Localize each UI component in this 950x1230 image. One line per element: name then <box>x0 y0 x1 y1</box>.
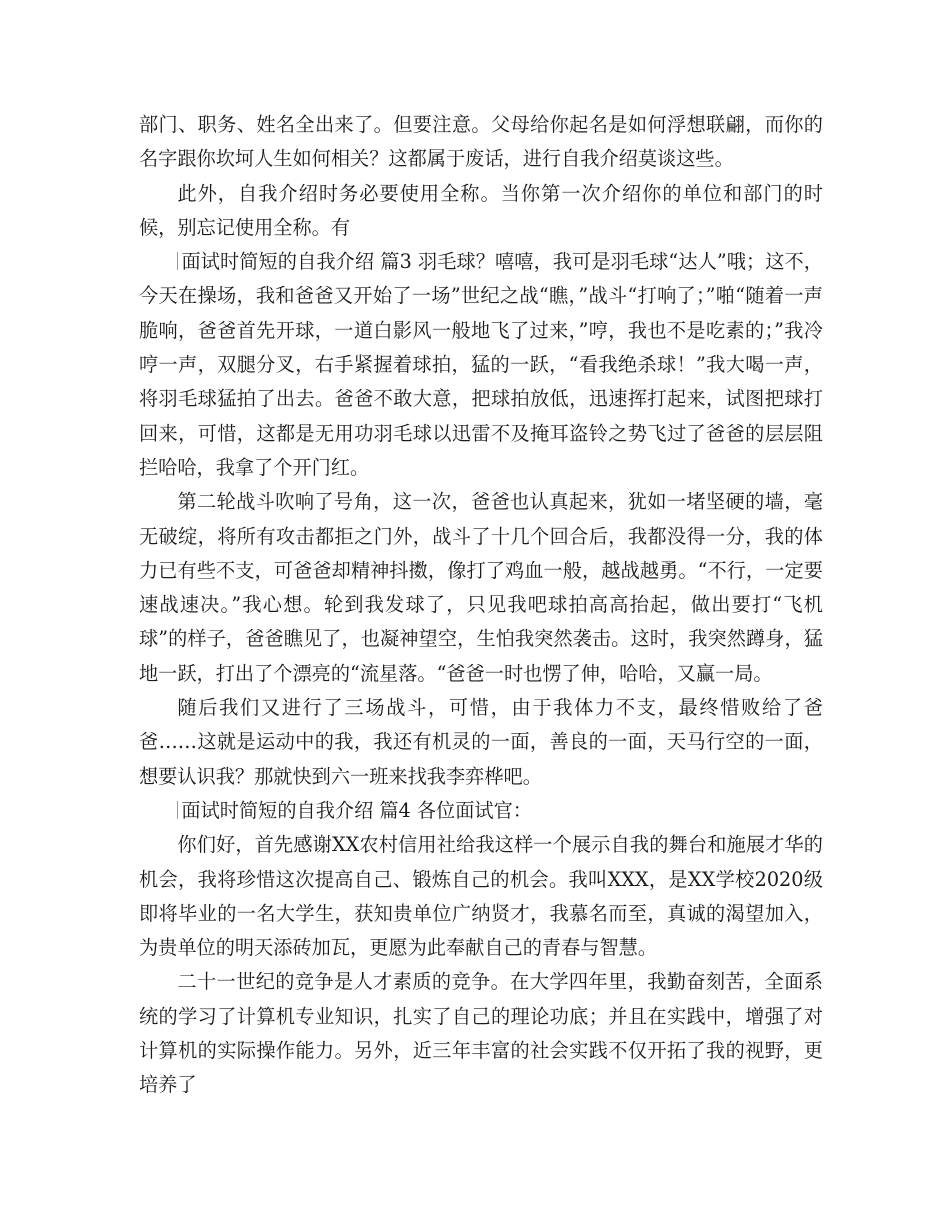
section-paragraph-3 <box>139 245 823 485</box>
paragraph-1: 部门、职务、姓名全出来了。但要注意。父母给你起名是如何浮想联翩，而你的名字跟你坎坷人生如何相关？这都属于废话，进行自我介绍莫谈这些。 <box>139 113 823 171</box>
paragraph-5: 随后我们又进行了三场战斗，可惜，由于我体力不支，最终惜败给了爸爸……这就是运动中的我，我还有机灵的一面，善良的一面，天马行空的一面，想要认识我？那就快到六一班来找我李弈桦吧。 <box>139 696 823 788</box>
paragraph-2: 此外，自我介绍时务必要使用全称。当你第一次介绍你的单位和部门的时候，别忘记使用全称。有 <box>139 181 823 239</box>
section-3-text: 面试时简短的自我介绍 篇3 羽毛球？嘻嘻，我可是羽毛球“达人”哦；这不，今天在操场，我和爸爸又开始了一场”世纪之战“瞧，”战斗“打响了；”啪“随着一声脆响，爸爸首先开球，一道白影风一般地飞了过来，”哼，我也不是吃素的；”我冷哼一声，双腿分叉，右手紧握着球拍，猛的一跃，“看我绝杀球！”我大喝一声，将羽毛球猛拍了出去。爸爸不敢大意，把球拍放低，迅速挥打起来，试图把球打回来，可惜，这都是无用功羽毛球以迅雷不及掩耳盗铃之势飞过了爸爸的层层阻拦哈哈，我拿了个开门红。 <box>139 250 823 479</box>
section-4-text: 面试时简短的自我介绍 篇4 各位面试官： <box>181 798 532 822</box>
paragraph-7: 你们好，首先感谢XX农村信用社给我这样一个展示自我的舞台和施展才华的机会，我将珍惜这次提高自己、锻炼自己的机会。我叫XXX，是XX学校2020级即将毕业的一名大学生，获知贵单位广纳贤才，我慕名而至，真诚的渴望加入，为贵单位的明天添砖加瓦，更愿为此奉献自己的青春与智慧。 <box>139 833 823 960</box>
section-marker-icon <box>177 801 178 819</box>
section-paragraph-4-heading <box>139 794 823 828</box>
paragraph-4: 第二轮战斗吹响了号角，这一次，爸爸也认真起来，犹如一堵坚硬的墙，毫无破绽，将所有攻击都拒之门外，战斗了十几个回合后，我都没得一分，我的体力已有些不支，可爸爸却精神抖擞，像打了鸡血一般，越战越勇。“不行，一定要速战速决。”我心想。轮到我发球了，只见我吧球拍高高抬起，做出要打“飞机球”的样子，爸爸瞧见了，也凝神望空，生怕我突然袭击。这时，我突然蹲身，猛地一跃，打出了个漂亮的“流星落。“爸爸一时也愣了伸，哈哈，又赢一局。 <box>139 490 823 685</box>
section-marker-icon <box>177 252 178 270</box>
document-page <box>139 108 823 1103</box>
paragraph-8: 二十一世纪的竞争是人才素质的竞争。在大学四年里，我勤奋刻苦，全面系统的学习了计算机专业知识，扎实了自己的理论功底；并且在实践中，增强了对计算机的实际操作能力。另外，近三年丰富的社会实践不仅开拓了我的视野，更培养了 <box>139 970 823 1097</box>
